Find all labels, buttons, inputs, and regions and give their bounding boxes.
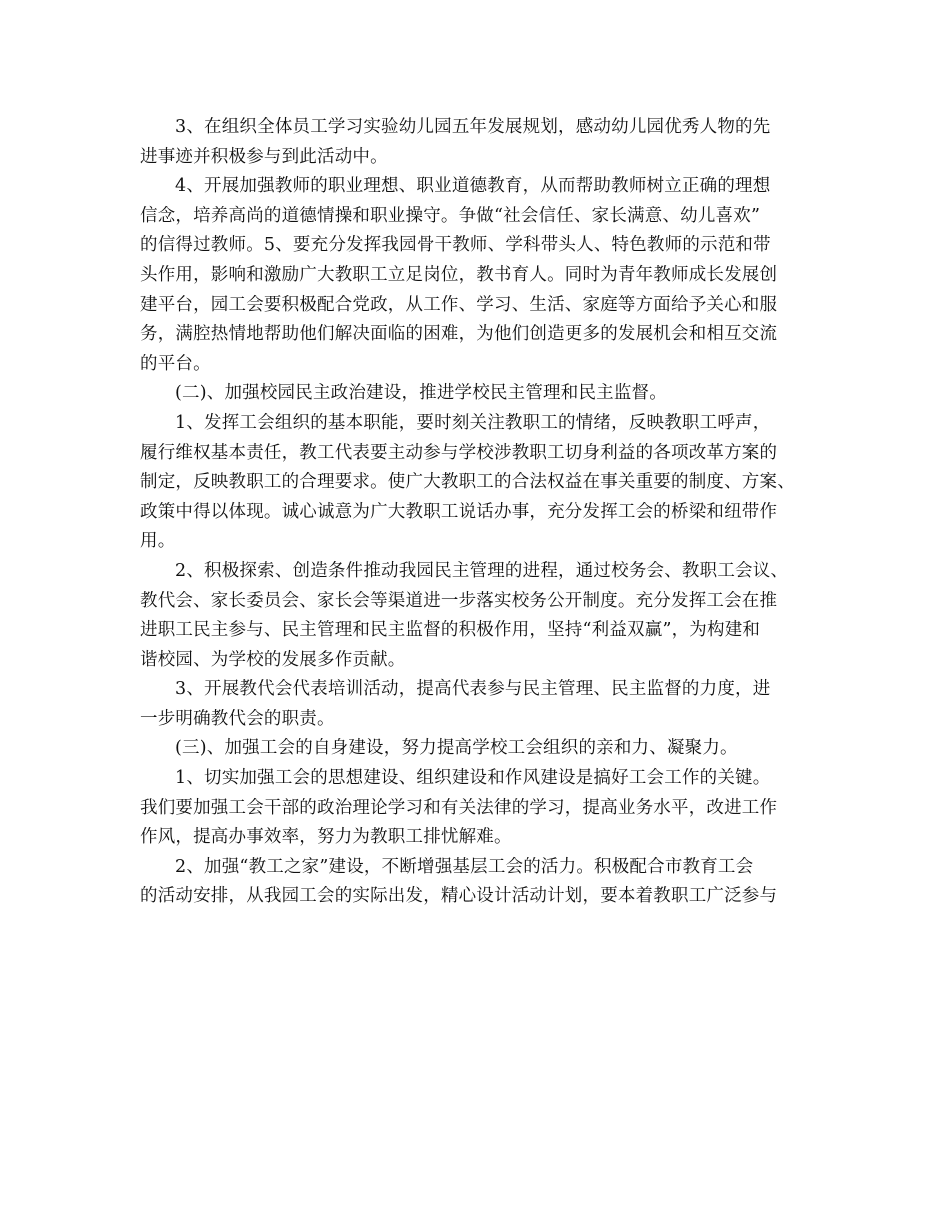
paragraph-line: 务，满腔热情地帮助他们解决面临的困难，为他们创造更多的发展机会和相互交流 (140, 324, 778, 345)
paragraph-line: 4、开展加强教师的职业理想、职业道德教育，从而帮助教师树立正确的理想 (175, 176, 771, 197)
document-body (140, 113, 830, 912)
paragraph-line: 一步明确教代会的职责。 (140, 708, 335, 729)
paragraph-line: 1、切实加强工会的思想建设、组织建设和作风建设是搞好工会工作的关键。 (175, 768, 771, 789)
paragraph-line: 作风，提高办事效率，努力为教职工排忧解难。 (140, 827, 512, 848)
paragraph-line: 制定，反映教职工的合理要求。使广大教职工的合法权益在事关重要的制度、方案、 (140, 472, 795, 493)
paragraph-line: 1、发挥工会组织的基本职能，要时刻关注教职工的情绪，反映教职工呼声， (175, 412, 771, 433)
paragraph-line: 的平台。 (140, 353, 211, 374)
paragraph-line: 头作用，影响和激励广大教职工立足岗位，教书育人。同时为青年教师成长发展创 (140, 264, 778, 285)
paragraph-line: 2、积极探索、创造条件推动我园民主管理的进程，通过校务会、教职工会议、 (175, 560, 789, 581)
paragraph-line: 我们要加强工会干部的政治理论学习和有关法律的学习，提高业务水平，改进工作 (140, 797, 778, 818)
paragraph-line: 进事迹并积极参与到此活动中。 (140, 146, 388, 167)
paragraph-line: 政策中得以体现。诚心诚意为广大教职工说话办事，充分发挥工会的桥梁和纽带作 (140, 501, 778, 522)
paragraph-line: 教代会、家长委员会、家长会等渠道进一步落实校务公开制度。充分发挥工会在推 (140, 590, 778, 611)
paragraph-line: 3、在组织全体员工学习实验幼儿园五年发展规划，感动幼儿园优秀人物的先 (175, 117, 771, 137)
paragraph-line: 信念，培养高尚的道德情操和职业操守。争做“社会信任、家长满意、幼儿喜欢” (140, 205, 761, 226)
section-heading: (三)、加强工会的自身建设，努力提高学校工会组织的亲和力、凝聚力。 (175, 738, 738, 759)
paragraph-line: 的活动安排，从我园工会的实际出发，精心设计活动计划，要本着教职工广泛参与 (140, 886, 778, 907)
paragraph-line: 2、加强“教工之家”建设，不断增强基层工会的活力。积极配合市教育工会 (175, 856, 754, 877)
paragraph-line: 3、开展教代会代表培训活动，提高代表参与民主管理、民主监督的力度，进 (175, 679, 771, 700)
paragraph-line: 建平台，园工会要积极配合党政，从工作、学习、生活、家庭等方面给予关心和服 (140, 294, 778, 315)
paragraph-line: 谐校园、为学校的发展多作贡献。 (140, 649, 406, 670)
section-heading: (二)、加强校园民主政治建设，推进学校民主管理和民主监督。 (175, 383, 667, 404)
paragraph-line: 的信得过教师。5、要充分发挥我园骨干教师、学科带头人、特色教师的示范和带 (140, 235, 771, 256)
paragraph-line: 进职工民主参与、民主管理和民主监督的积极作用，坚持“利益双赢”，为构建和 (140, 620, 761, 641)
paragraph-line: 用。 (140, 531, 176, 552)
paragraph-line: 履行维权基本责任，教工代表要主动参与学校涉教职工切身利益的各项改革方案的 (140, 442, 778, 463)
